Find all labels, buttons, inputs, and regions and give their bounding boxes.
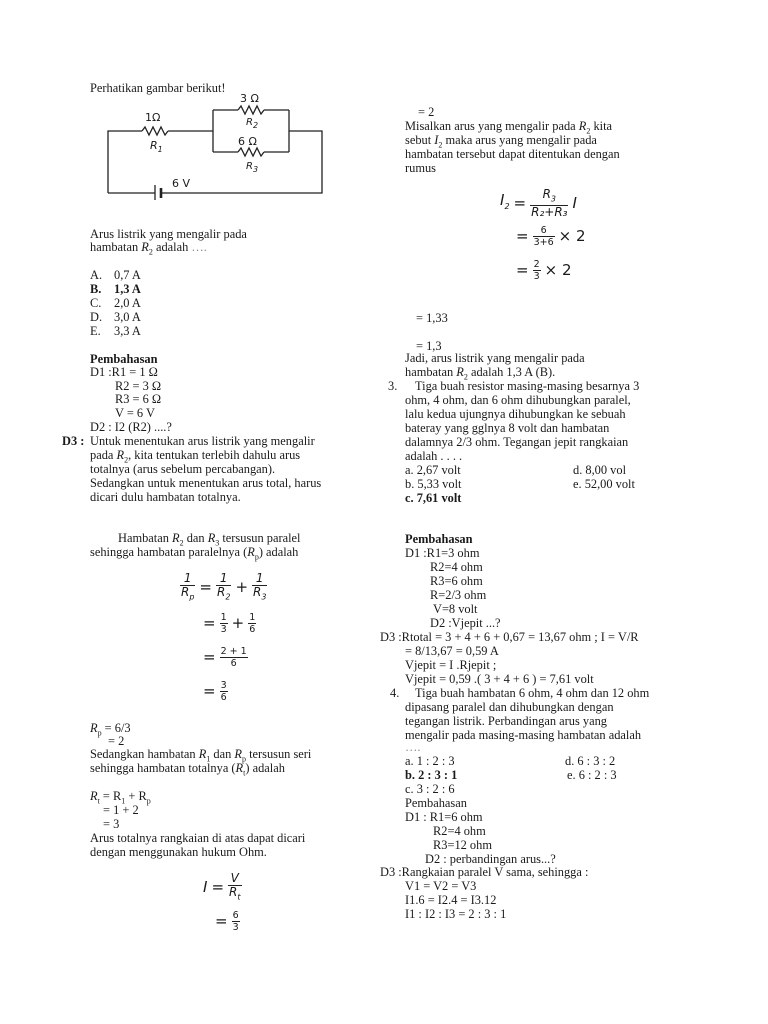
question-line-2: hambatan $R_2$ adalah …. [90,240,207,257]
d3-line: Vjepit = I .Rjepit ; [405,658,497,672]
option-text: 3,3 A [114,324,141,338]
equation-rp: $\frac{1}{R_p}$ = $\frac{1}{R_2}$ + $\frac{1}{R_3}$ [181,571,267,602]
r2-value-label: 3 Ω [240,92,259,105]
circuit-diagram [105,90,330,200]
equation-step: = $\frac{6}{3}$ [215,910,239,933]
q3-line: bateray yang gglnya 8 volt dan hambatan [405,421,610,435]
d3-text: pada $R_2$, kita tentukan terlebih dahulu arus [90,448,301,465]
q3-line: Tiga buah resistor masing-masing besarnya 3 [415,379,640,393]
misalkan-text: rumus [405,161,436,175]
seri-text: Sedangkan hambatan $R_1$ dan $R_p$ tersusun seri [90,747,312,764]
equation-i2: $I_2$ = $\frac{R_3}{\text{R₂+R₃}}$ I [500,187,577,220]
option-text: 2,0 A [114,296,141,310]
d3-text: Untuk menentukan arus listrik yang mengalir [90,434,315,448]
d3-line: D3 :Rangkaian paralel V sama, sehingga : [380,865,589,879]
q3-option-b: b. 5,33 volt [405,477,462,491]
d1-line: R2=4 ohm [433,824,486,838]
answer-option [90,325,141,339]
rp-result: $R_p = 6/3$ [90,721,131,738]
seri-text: sehingga hambatan totalnya $(R_t)$ adalah [90,761,285,778]
d1-line: R3 = 6 Ω [115,392,162,406]
q4-option-a: a. 1 : 2 : 3 [405,754,455,768]
rt-line: = 3 [103,817,120,831]
d1-line: R3=12 ohm [433,838,492,852]
d3-line: V1 = V2 = V3 [405,879,477,893]
d1-line: D1 :R1 = 1 Ω [90,365,158,379]
paralel-text: Hambatan $R_2$ dan $R_3$ tersusun paralel [118,531,301,548]
d1-line: R2=4 ohm [430,560,483,574]
pembahasan-heading: Pembahasan [90,352,158,366]
pembahasan-heading: Pembahasan [405,796,467,810]
equation-step: = $\frac{2}{3}$ × 2 [516,259,572,282]
rt-line: $R_t = R_1 + R_p$ [90,789,151,806]
battery-label: 6 V [172,177,191,190]
jadi-text: hambatan $R_2$ adalah 1,3 A (B). [405,365,556,382]
q4-line: mengalir pada masing-masing hambatan adalah [405,728,642,742]
d1-line: D1 :R1=3 ohm [405,546,480,560]
equation-step: = $\frac{1}{3}$ + $\frac{1}{6}$ [203,612,256,635]
d3-label: D3 : [62,434,85,448]
q3-option-a: a. 2,67 volt [405,463,461,477]
paralel-text: sehingga hambatan paralelnya $(R_p)$ adalah [90,545,299,562]
d1-line: R=2/3 ohm [430,588,487,602]
d1-line: R2 = 3 Ω [115,379,162,393]
equation-step: = $\frac{3}{6}$ [203,680,227,703]
d2-line: D2 :Vjepit ...? [430,616,501,630]
q4-option-e: e. 6 : 2 : 3 [567,768,617,782]
ohm-text: Arus totalnya rangkaian di atas dapat dicari [90,831,306,845]
result-13: = 1,3 [416,339,442,353]
misalkan-text: hambatan tersebut dapat ditentukan dengan [405,147,620,161]
rp-eq-2: = 2 [418,105,435,119]
question-line-1: Arus listrik yang mengalir pada [90,227,247,241]
q4-option-d: d. 6 : 3 : 2 [565,754,616,768]
resistor-r2 [238,106,264,114]
q4-option-b: b. 2 : 3 : 1 [405,768,458,782]
d3-text: dicari dulu hambatan totalnya. [90,490,241,504]
option-letter: B. [90,282,102,296]
option-text: 1,3 A [114,282,141,296]
equation-ohm: I = $\frac{V}{R_t}$ [203,871,241,902]
ohm-text: dengan menggunakan hukum Ohm. [90,845,267,859]
q3-option-d: d. 8,00 vol [573,463,627,477]
pembahasan-heading: Pembahasan [405,532,473,546]
d3-line: I1.6 = I2.4 = I3.12 [405,893,497,907]
answer-option [90,297,141,311]
d1-line: R3=6 ohm [430,574,483,588]
d1-line: V=8 volt [433,602,478,616]
resistor-r3 [238,148,264,156]
answer-option [90,311,141,325]
q4-option-c: c. 3 : 2 : 6 [405,782,455,796]
answer-option [90,283,141,297]
option-letter: A. [90,268,103,282]
d3-line: Vjepit = 0,59 .( 3 + 4 + 6 ) = 7,61 volt [405,672,594,686]
r3-value-label: 6 Ω [238,135,257,148]
q3-option-e: e. 52,00 volt [573,477,635,491]
rt-line: = 1 + 2 [103,803,139,817]
q4-line: …. [405,740,421,754]
q3-line: lalu kedua ujungnya dihubungkan ke sebuah [405,407,626,421]
r2-name-label: $R_2$ [246,117,259,130]
q3-line: adalah . . . . [405,449,463,463]
d3-text: Sedangkan untuk menentukan arus total, harus [90,476,322,490]
r1-name-label: $R_1$ [150,139,163,155]
d1-line: V = 6 V [115,406,155,420]
q3-number: 3. [388,379,398,393]
q4-line: dipasang paralel dan dihubungkan dengan [405,700,614,714]
d2-line: D2 : perbandingan arus...? [425,852,556,866]
option-letter: C. [90,296,102,310]
q3-line: dalamnya 2/3 ohm. Tegangan jepit rangkaian [405,435,629,449]
d3-line: = 8/13,67 = 0,59 A [405,644,499,658]
answer-option [90,269,141,283]
misalkan-text: Misalkan arus yang mengalir pada $R_2$ kita [405,119,613,136]
q3-option-c: c. 7,61 volt [405,491,462,505]
d3-text: totalnya (arus sebelum percabangan). [90,462,276,476]
r1-value-label: 1Ω [145,111,161,124]
rp-result: = 2 [108,734,125,748]
jadi-text: Jadi, arus listrik yang mengalir pada [405,351,585,365]
d1-line: D1 : R1=6 ohm [405,810,483,824]
equation-step: = $\frac{6}{3+6}$ × 2 [516,225,586,248]
q3-line: ohm, 4 ohm, dan 6 ohm dihubungkan paralel, [405,393,631,407]
q4-line: tegangan listrik. Perbandingan arus yang [405,714,607,728]
r3-name-label: $R_3$ [246,161,259,174]
q4-line: Tiga buah hambatan 6 ohm, 4 ohm dan 12 ohm [415,686,650,700]
option-letter: E. [90,324,101,338]
option-text: 0,7 A [114,268,141,282]
misalkan-text: sebut $I_2$ maka arus yang mengalir pada [405,133,597,150]
q4-number: 4. [390,686,400,700]
result-133: = 1,33 [416,311,448,325]
d3-line: I1 : I2 : I3 = 2 : 3 : 1 [405,907,507,921]
d3-line: D3 :Rtotal = 3 + 4 + 6 + 0,67 = 13,67 ohm ; I = V/R [380,630,639,644]
option-text: 3,0 A [114,310,141,324]
equation-step: = $\frac{2 + 1}{6}$ [203,646,247,669]
option-letter: D. [90,310,103,324]
d2-line: D2 : I2 (R2) ....? [90,420,172,434]
resistor-r1 [142,127,168,135]
intro-text: Perhatikan gambar berikut! [90,81,226,95]
